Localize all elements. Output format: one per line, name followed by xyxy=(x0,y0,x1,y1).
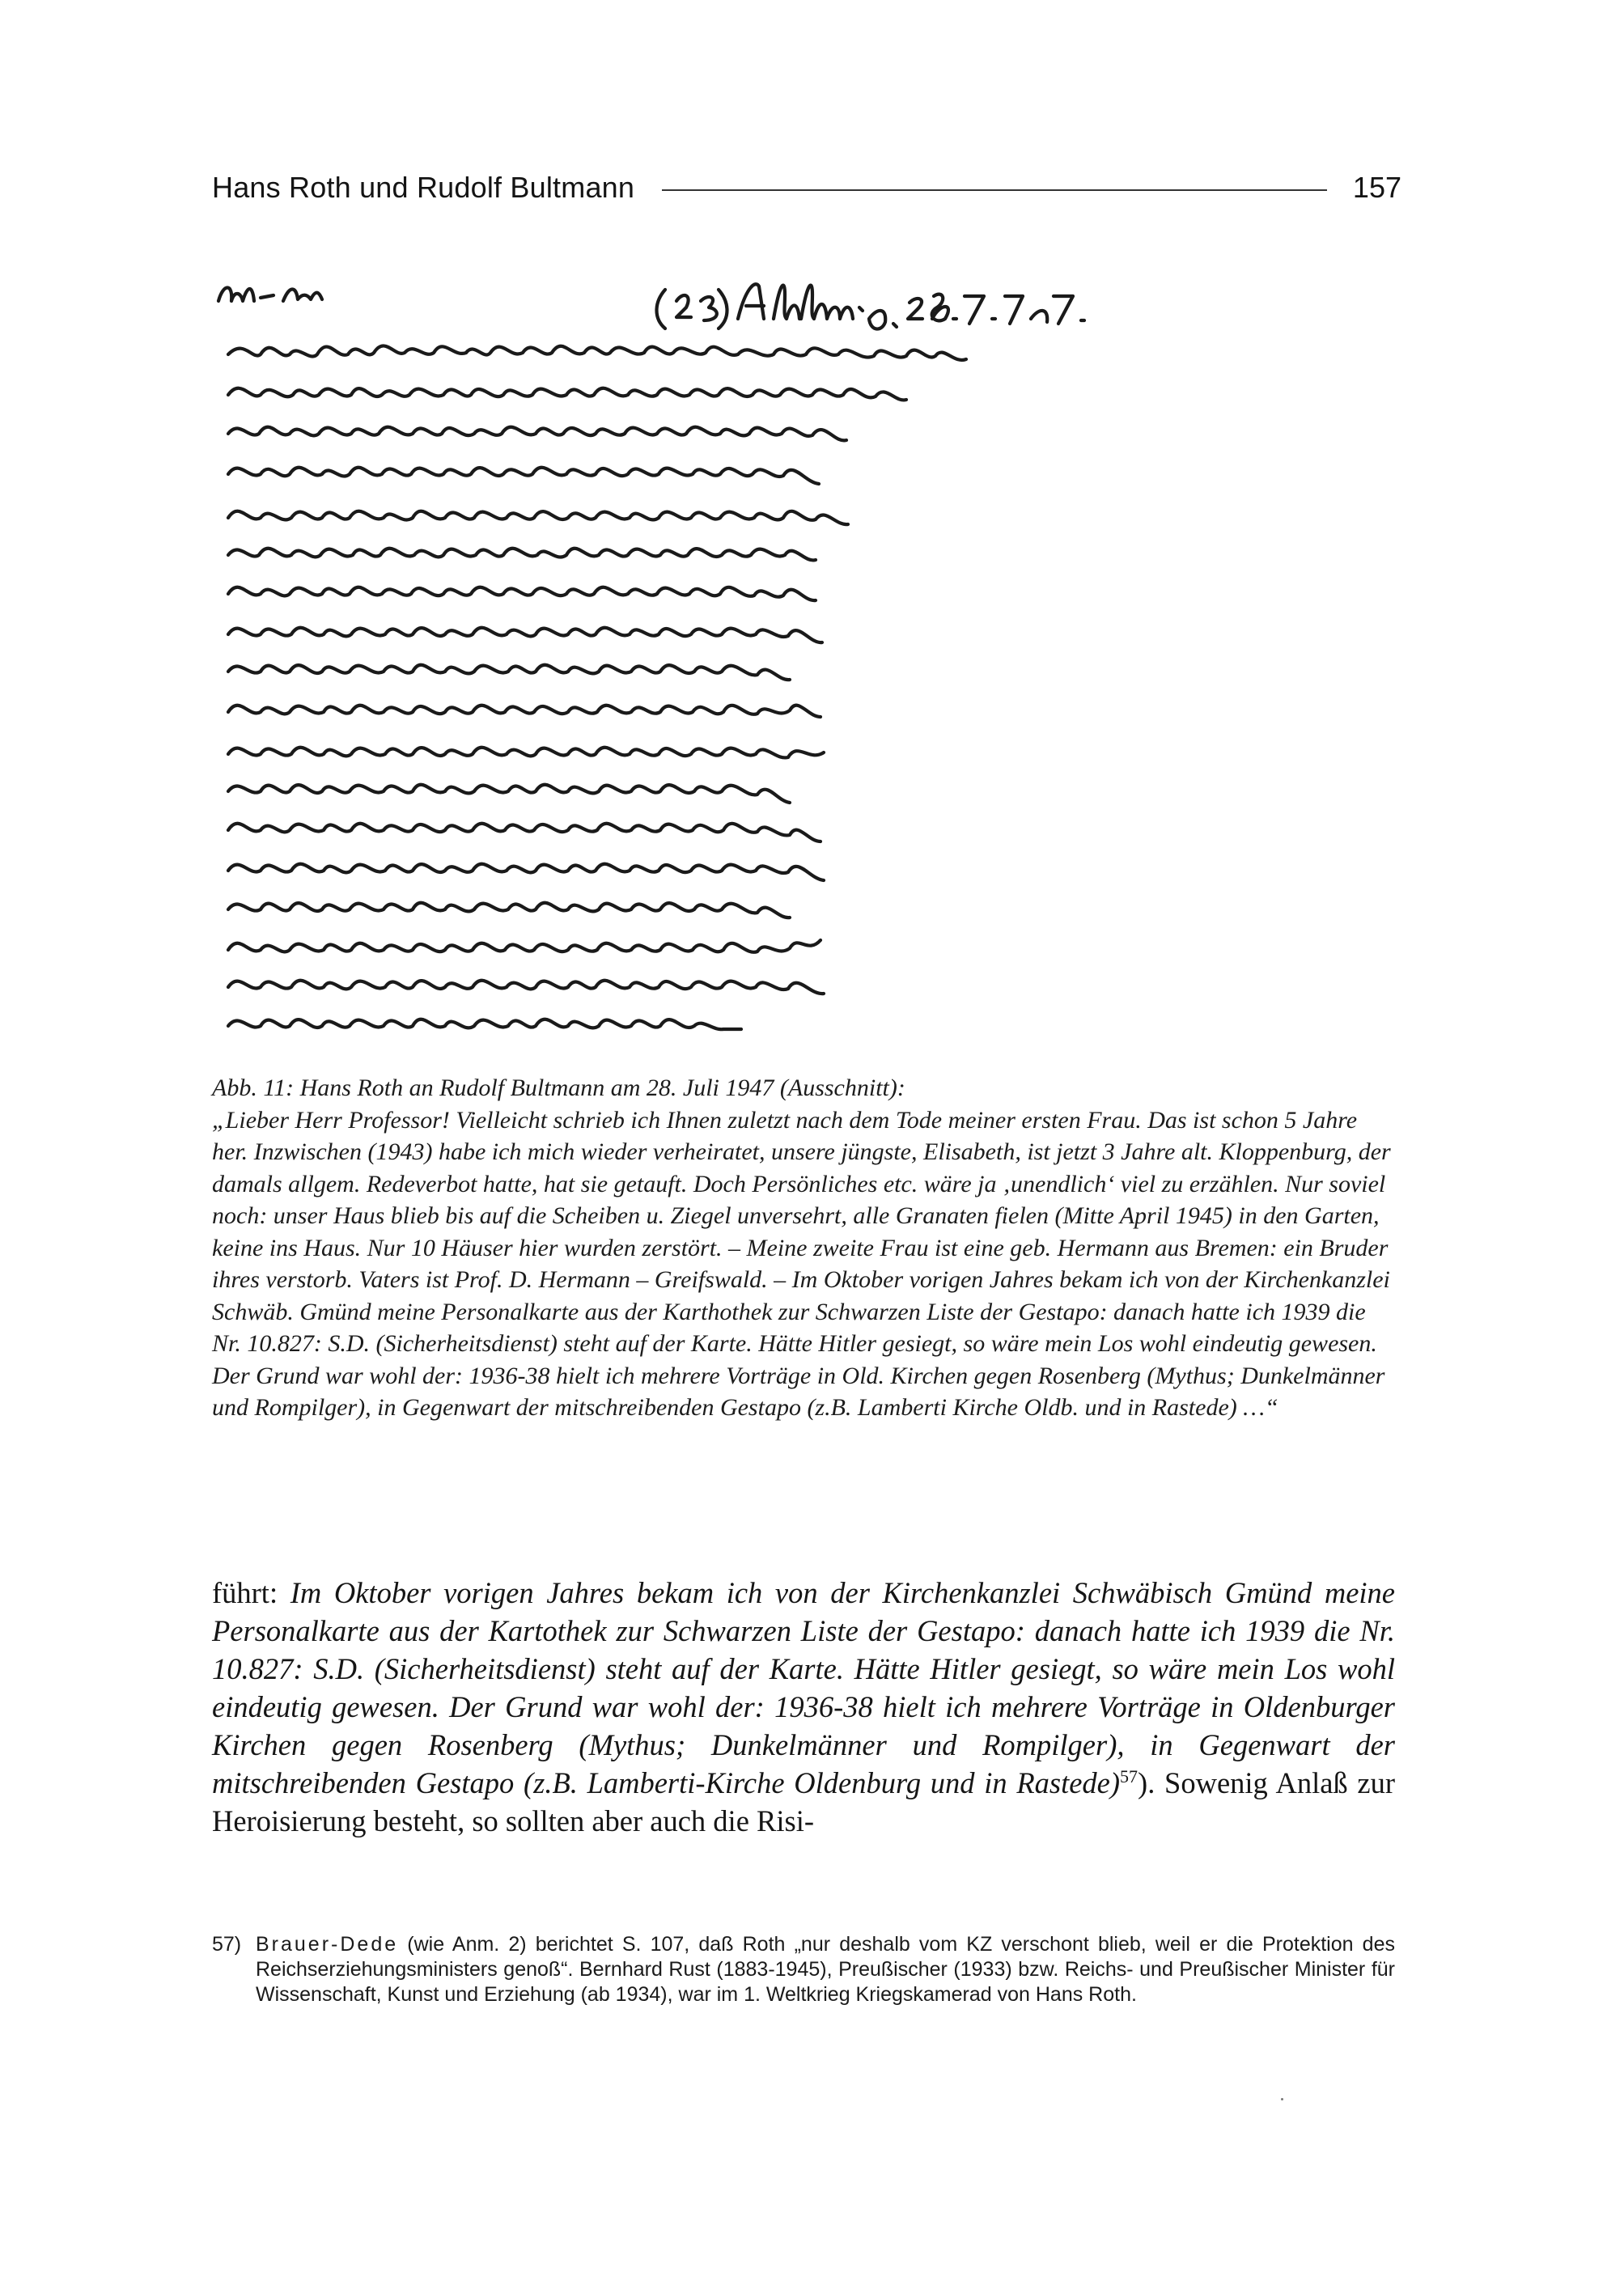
body-tail: ). Sowenig Anlaß zur Heroisierung besteht, so sollten aber auch die Risi- xyxy=(212,1766,1395,1837)
footnote-text: (wie Anm. 2) berichtet S. 107, daß Roth „nur deshalb vom KZ verschont blieb, weil er die Protektion des Reichserziehungsministers genoß“. Bernhard Rust (1883-1945), Preußischer (1933) bzw. Reichs- und Preußischer Minister für Wissenschaft, Kunst und Erziehung (ab 1934), war im 1. Weltkrieg Kriegskamerad von Hans Roth. xyxy=(256,1933,1395,2006)
footnote-number: 57) xyxy=(212,1933,242,1956)
handwriting-scan xyxy=(212,251,1401,1068)
page-number: 157 xyxy=(1352,171,1401,204)
running-header xyxy=(212,163,1401,212)
caption-transcription: „Lieber Herr Professor! Vielleicht schrieb ich Ihnen zuletzt nach dem Tode meiner ersten Frau. Das ist schon 5 Jahre her. Inzwischen (1943) habe ich mich wieder verheiratet, unsere jüngste, Elisabeth, ist jetzt 3 Jahre alt. Kloppenburg, der damals allgem. Redeverbot hatte, hat sie getauft. Doch Persönliches etc. wäre ja ‚unendlich‘ viel zu erzählen. Nur soviel noch: unser Haus blieb bis auf die Scheiben u. Ziegel unversehrt, alle Granaten fielen (Mitte April 1945) in den Garten, keine ins Haus. Nur 10 Häuser hier wurden zerstört. – Meine zweite Frau ist eine geb. Hermann aus Bremen: ein Bruder ihres verstorb. Vaters ist Prof. D. Hermann – Greifswald. – Im Oktober vorigen Jahres bekam ich von der Kirchenkanzlei Schwäb. Gmünd meine Personalkarte aus der Karthothek zur Schwarzen Liste der Gestapo: danach hatte ich 1939 die Nr. 10.827: S.D. (Sicherheitsdienst) steht auf der Karte. Hätte Hitler gesiegt, so wäre mein Los wohl eindeutig gewesen. Der Grund war wohl der: 1936-38 hielt ich mehrere Vorträge in Old. Kirchen gegen Rosenberg (Mythus; Dunkelmänner und Rompilger), in Gegenwart der mitschreibenden Gestapo (z.B. Lamberti Kirche Oldb. und in Rastede) …“ xyxy=(212,1106,1391,1421)
print-speck xyxy=(1281,2098,1283,2100)
footnote-author: Brauer-Dede xyxy=(256,1933,399,1956)
header-rule xyxy=(662,189,1327,191)
footnote xyxy=(212,1932,1395,2007)
running-title: Hans Roth und Rudolf Bultmann xyxy=(212,171,635,204)
handwritten-letter-image xyxy=(212,251,1401,1068)
footnote-ref: 57 xyxy=(1120,1765,1138,1787)
body-lead: führt: xyxy=(212,1576,278,1609)
body-quote: Im Oktober vorigen Jahres bekam ich von der Kirchenkanzlei Schwäbisch Gmünd meine Personalkarte aus der Kartothek zur Schwarzen Liste der Gestapo: danach hatte ich 1939 die Nr. 10.827: S.D. (Sicherheitsdienst) steht auf der Karte. Hätte Hitler gesiegt, so wäre mein Los wohl eindeutig gewesen. Der Grund war wohl der: 1936-38 hielt ich mehrere Vorträge in Oldenburger Kirchen gegen Rosenberg (Mythus; Dunkelmänner und Rompilger), in Gegenwart der mitschreibenden Gestapo (z.B. Lamberti-Kirche Oldenburg und in Rastede) xyxy=(212,1576,1395,1799)
figure-caption xyxy=(212,1072,1393,1424)
footnote-body xyxy=(256,1932,1395,2007)
body-paragraph xyxy=(212,1574,1395,1840)
caption-label: Abb. 11: Hans Roth an Rudolf Bultmann am 28. Juli 1947 (Ausschnitt): xyxy=(212,1074,905,1101)
